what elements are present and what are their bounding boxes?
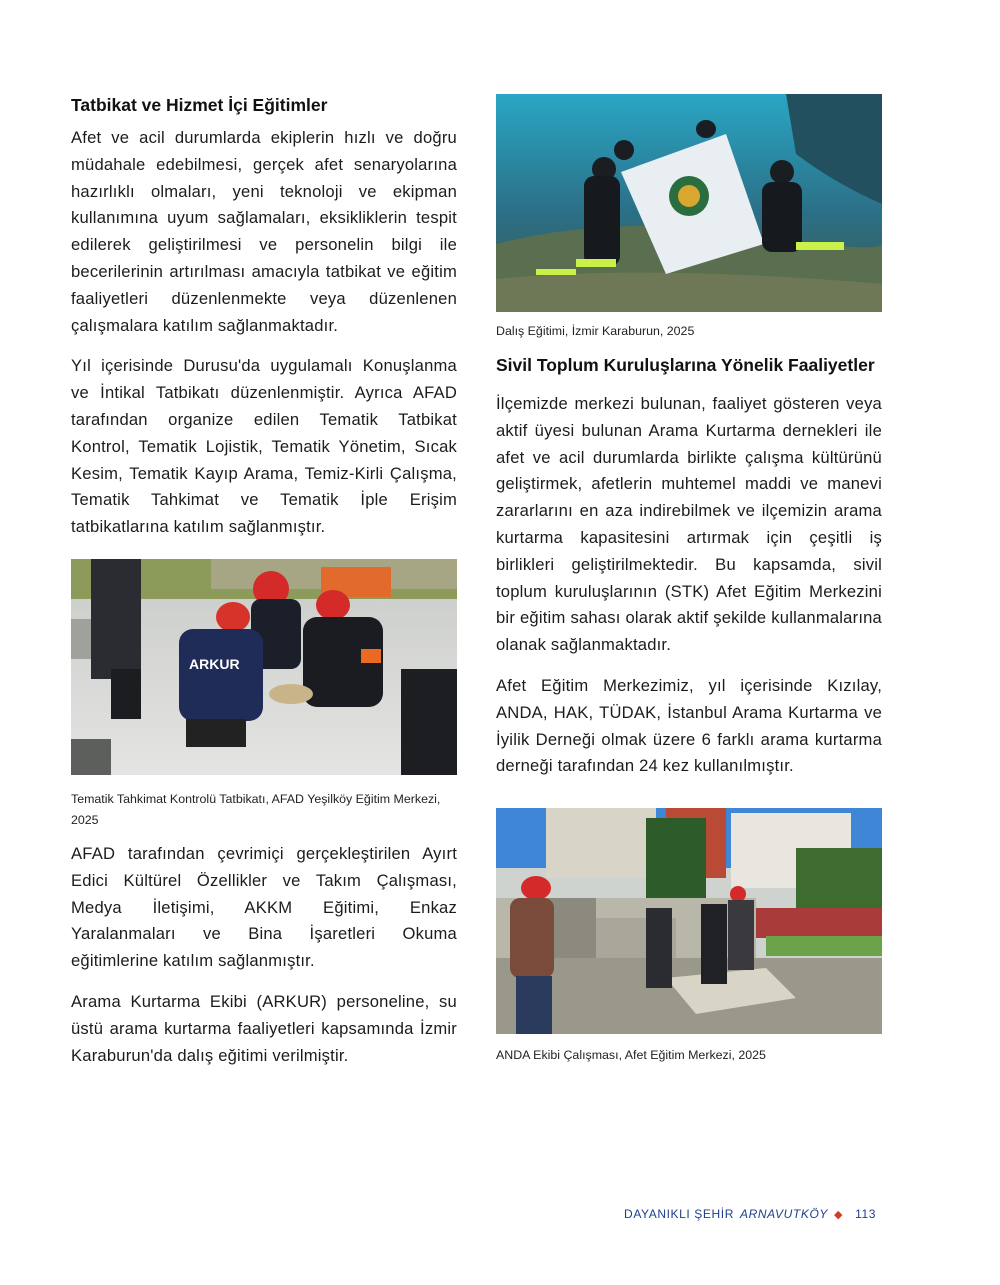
- paragraph-ngo-cooperation: İlçemizde merkezi bulunan, faaliyet gösteren veya aktif üyesi bulunan Arama Kurtarma dernekleri ile afet ve acil durumlarda birlikte çalışma kültürünü geliştirmek, afetlerin muhtemel maddi ve manevi zararlarını en aza indirebilmek ve ilçemizin arama kurtarma kapasitesini artırmak için çeşitli iş birlikleri geliştirilmektedir. Bu kapsamda, sivil toplum kuruluşlarının (STK) Afet Eğitim Merkezini bir eğitim sahası olarak aktif şekilde kullanmalarına olanak sağlanmaktadır.: [496, 394, 882, 655]
- photo-tahkimat-drill: [71, 559, 457, 775]
- caption-anda: ANDA Ekibi Çalışması, Afet Eğitim Merkezi, 2025: [496, 1048, 766, 1063]
- page-footer: [624, 1207, 876, 1221]
- paragraph-center-usage: Afet Eğitim Merkezimiz, yıl içerisinde Kızılay, ANDA, HAK, TÜDAK, İstanbul Arama Kurtarma ve İyilik Derneği olmak üzere 6 farklı arama kurtarma derneği tarafından 24 kez kullanılmıştır.: [496, 675, 882, 776]
- left-column: [71, 92, 457, 1083]
- section-heading-ngo: Sivil Toplum Kuruluşlarına Yönelik Faaliyetler: [496, 355, 875, 375]
- paragraph-drills-intro: Afet ve acil durumlarda ekiplerin hızlı ve doğru müdahale edebilmesi, gerçek afet senaryolarına hazırlıklı olmaları, yeni teknoloji ve ekipman kullanımına uyum sağlamaları, eksikliklerin tespit edilerek geliştirilmesi ve personelin bilgi ile becerilerinin artırılması amacıyla tatbikat ve eğitim faaliyetleri düzenlenmekte veya düzenlenen çalışmalara katılım sağlanmaktadır.: [71, 128, 457, 335]
- footer-city: ARNAVUTKÖY: [739, 1207, 828, 1221]
- photo-diving: [496, 94, 882, 312]
- caption-tahkimat: Tematik Tahkimat Kontrolü Tatbikatı, AFAD Yeşilköy Eğitim Merkezi, 2025: [71, 791, 441, 827]
- photo-anda-team: [496, 808, 882, 1034]
- paragraph-drills-list: Yıl içerisinde Durusu'da uygulamalı Konuşlanma ve İntikal Tatbikatı düzenlenmiştir. Ayrıca AFAD tarafından organize edilen Tematik Tatbikat Kontrol, Tematik Lojistik, Tematik Yönetim, Sıcak Kesim, Tematik Kayıp Arama, Temiz-Kirli Çalışma, Tematik Tahkimat ve Tematik İple Erişim tatbikatlarına katılım sağlanmıştır.: [71, 356, 457, 537]
- footer-title: DAYANIKLI ŞEHİR: [624, 1207, 734, 1221]
- caption-diving: Dalış Eğitimi, İzmir Karaburun, 2025: [496, 324, 695, 338]
- paragraph-online-trainings: AFAD tarafından çevrimiçi gerçekleştirilen Ayırt Edici Kültürel Özellikler ve Takım Çalışması, Medya İletişimi, AKKM Eğitimi, Enkaz Yaralanmaları ve Bina İşaretleri Okuma eğitimlerine katılım sağlanmıştır.: [71, 843, 457, 971]
- footer-bullet-icon: ◆: [834, 1208, 844, 1221]
- vest-label: ARKUR: [189, 655, 240, 672]
- page-number: 113: [855, 1207, 876, 1221]
- right-column: [496, 92, 882, 1076]
- section-heading-drills: Tatbikat ve Hizmet İçi Eğitimler: [71, 95, 328, 115]
- paragraph-diving-training: Arama Kurtarma Ekibi (ARKUR) personeline, su üstü arama kurtarma faaliyetleri kapsamında İzmir Karaburun'da dalış eğitimi verilmiştir.: [71, 991, 457, 1065]
